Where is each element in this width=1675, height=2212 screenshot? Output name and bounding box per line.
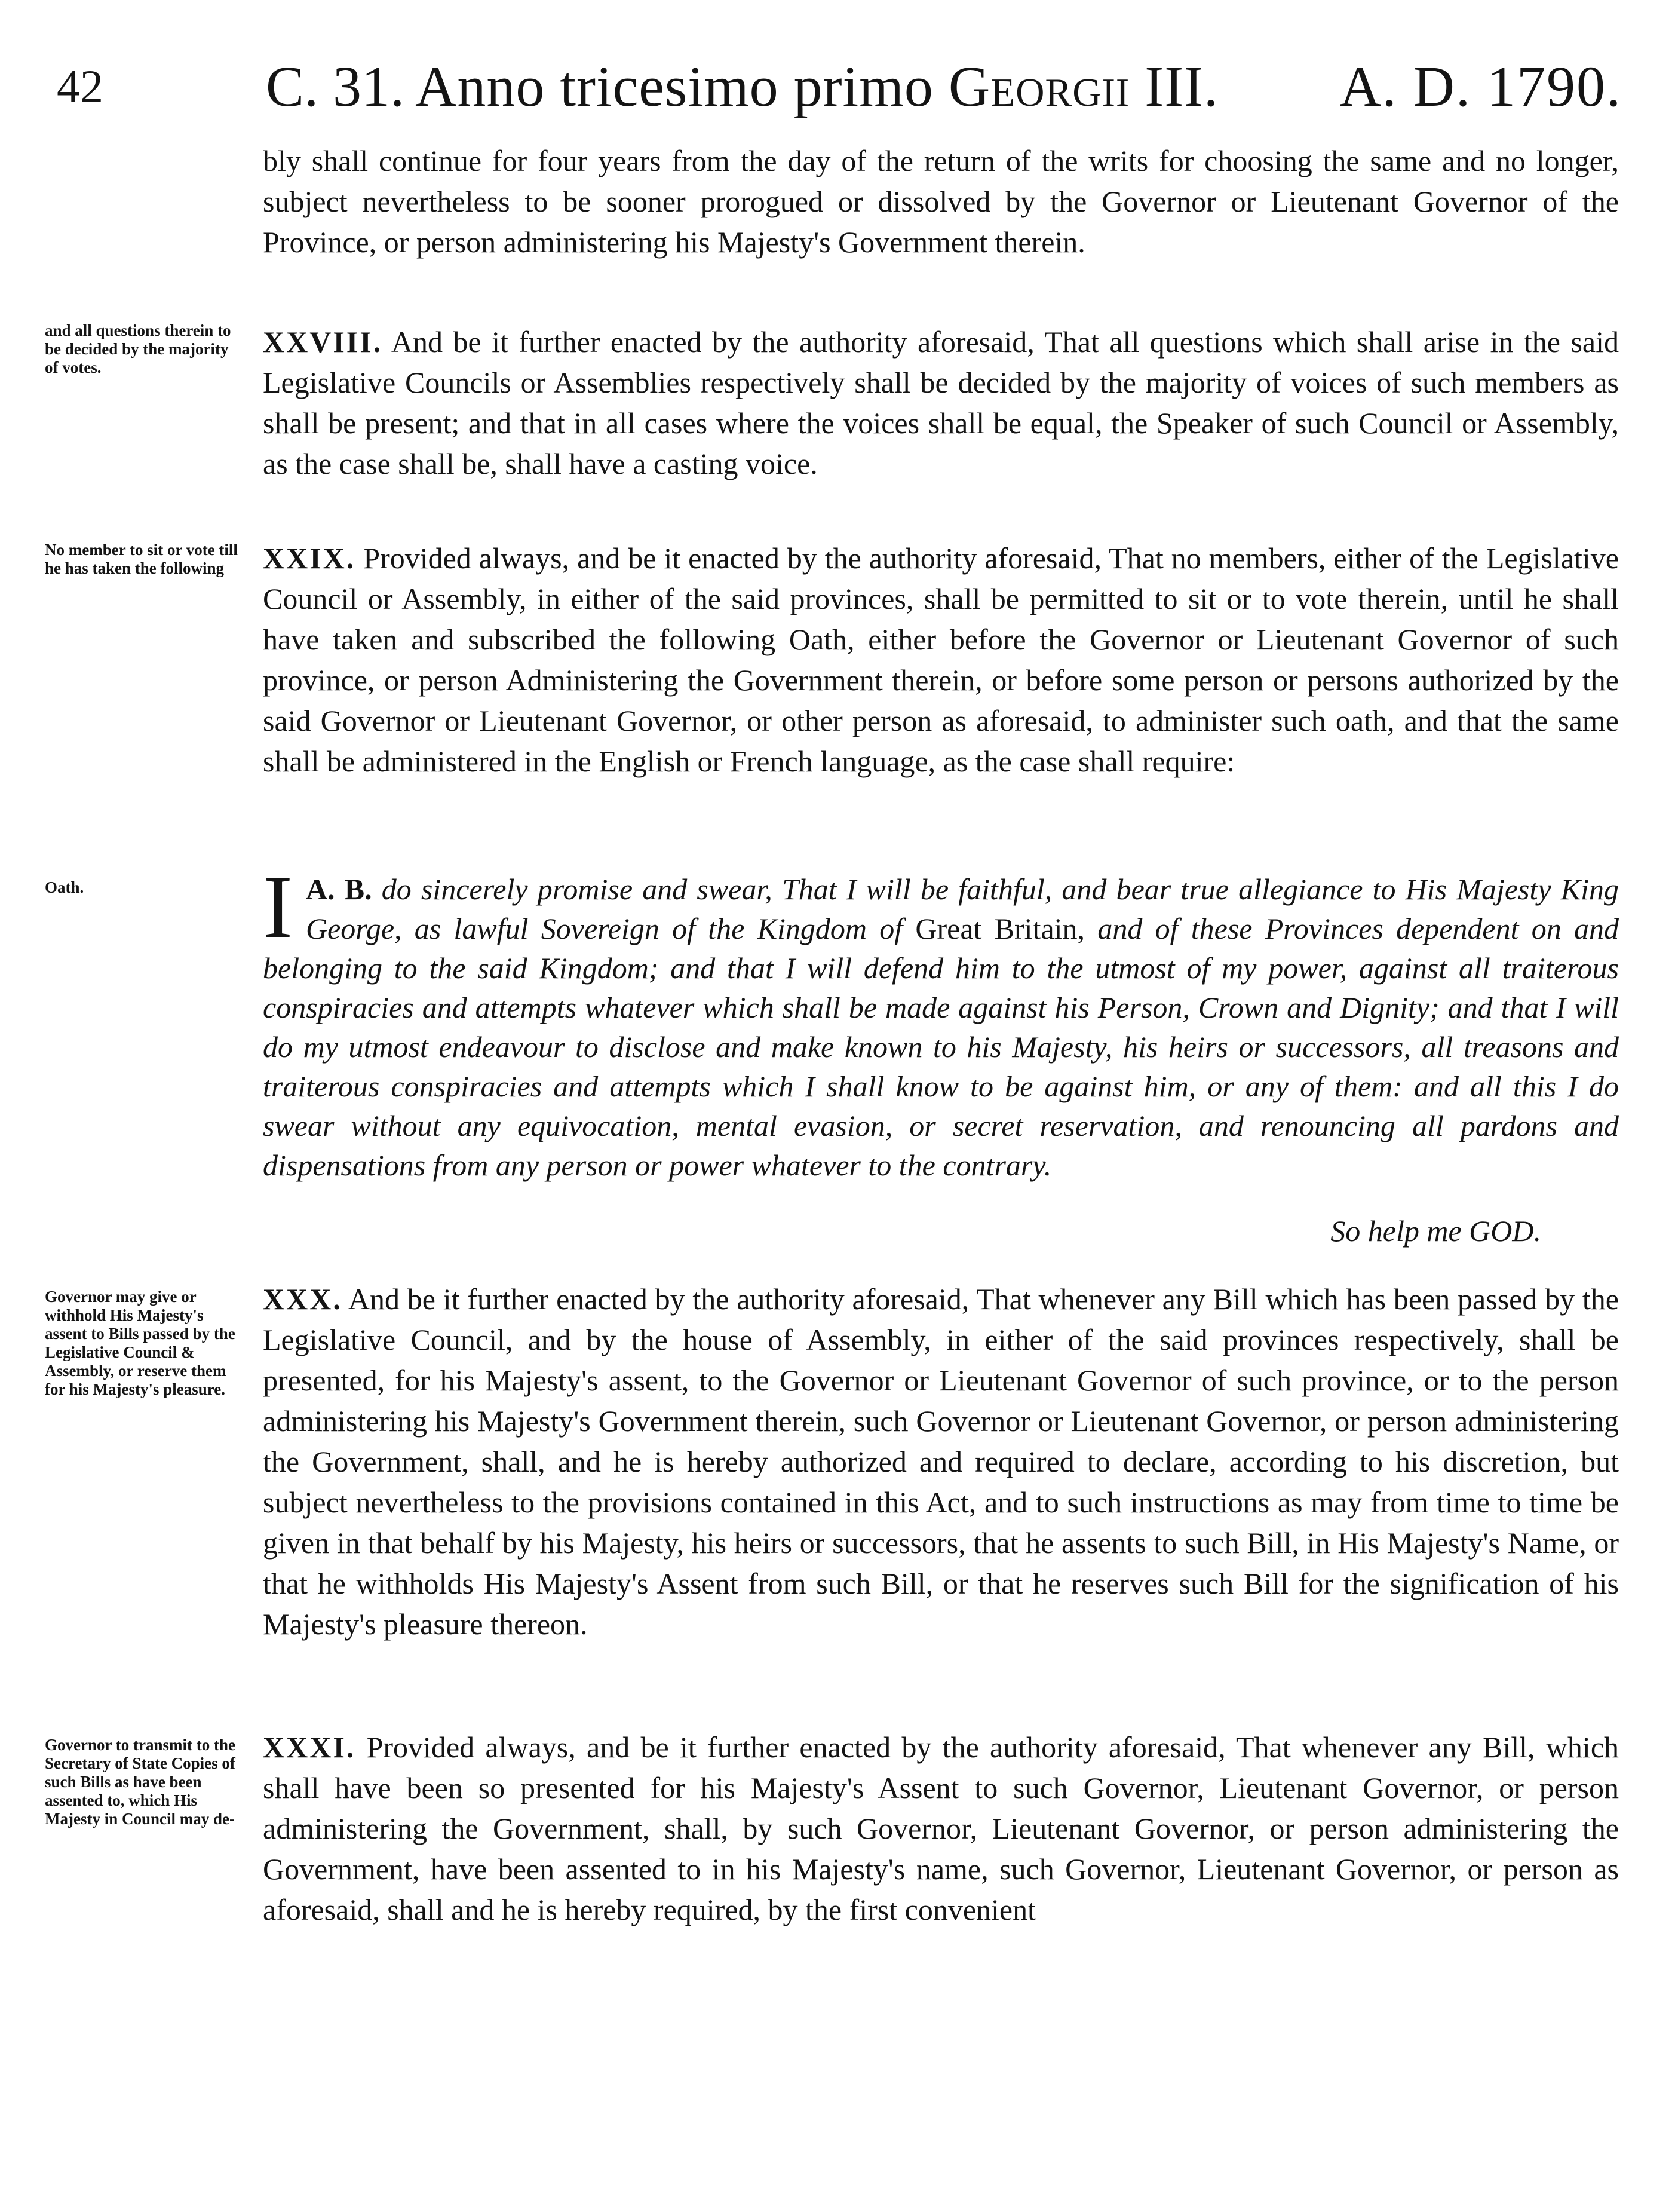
- margin-note-xxx: Governor may give or withhold His Majesty's assent to Bills passed by the Legislative Council & Assembly, or reserve them for his Majesty's pleasure.: [45, 1288, 235, 1398]
- margin-note-xxix: No member to sit or vote till he has taken the following: [45, 541, 238, 577]
- page-number: 42: [57, 60, 103, 112]
- section-xxviii: [263, 321, 1619, 484]
- section-number: XXVIII.: [263, 325, 383, 359]
- section-number: XXXI.: [263, 1730, 356, 1764]
- section-text: Provided always, and be it further enacted by the authority aforesaid, That whenever any Bill, which shall have been so presented for his Majesty's Assent to such Governor, Lieutenant Governor, or person administering the Government, shall, by such Governor, Lieutenant Governor, or person administering the Government, have been assented to in his Majesty's name, such Governor, Lieutenant Governor, or person as aforesaid, shall and he is hereby required, by the first convenient: [263, 1730, 1619, 1926]
- section-text: Provided always, and be it enacted by the authority aforesaid, That no members, either of the Legislative Council or Assembly, in either of the said provinces, shall be permitted to sit or to vote therein, until he shall have taken and subscribed the following Oath, either before the Governor or Lieutenant Governor of such province, or person Administering the Government therein, or before some person or persons authorized by the said Governor or Lieutenant Governor, or other person as aforesaid, to administer such oath, and that the same shall be administered in the English or French language, as the case shall require:: [263, 541, 1619, 778]
- title-prefix: Anno tricesimo primo: [415, 54, 934, 118]
- oath-dropcap: I: [263, 857, 293, 957]
- oath-placeholder-name: A. B.: [305, 872, 372, 906]
- oath-great-britain: Great Britain,: [915, 912, 1085, 945]
- header-title: [415, 42, 1219, 131]
- margin-note-oath: Oath.: [45, 878, 84, 896]
- section-xxxi: [263, 1727, 1619, 1930]
- section-text: And be it further enacted by the authority aforesaid, That all questions which shall arise in the said Legislative Councils or Assemblies respectively shall be decided by the majority of voices of such members as shall be present; and that in all cases where the voices shall be equal, the Speaker of such Council or Assembly, as the case shall be, shall have a casting voice.: [263, 325, 1619, 480]
- oath-text-part2: and of these Provinces dependent on and belonging to the said Kingdom; and that I will defend him to the utmost of my power, against all traiterous conspiracies and attempts whatever which shall be made against his Person, Crown and Dignity; and that I will do my utmost endeavour to disclose and make known to his Majesty, his heirs or successors, all treasons and traiterous conspiracies and attempts which I shall know to be against him, or any of them: and all this I do swear without any equivocation, mental evasion, or secret reservation, and renouncing all pardons and dispensations from any person or power whatever to the contrary.: [263, 912, 1619, 1182]
- oath-block: [263, 857, 1619, 1264]
- section-number: XXX.: [263, 1282, 342, 1316]
- chapter-number: C. 31.: [266, 54, 405, 118]
- oath-signoff: So help me GOD.: [1330, 1214, 1541, 1248]
- section-xxx: [263, 1279, 1619, 1644]
- oath-text-part1: do sincerely promise and swear, That I will be faithful, and bear true allegiance to His Majesty King George, as lawful Sovereign of the Kingdom of: [305, 872, 1619, 945]
- title-suffix: III.: [1145, 54, 1219, 118]
- section-text: And be it further enacted by the authority aforesaid, That whenever any Bill which has been passed by the Legislative Council, and by the house of Assembly, in either of the said provinces respectively, shall be presented, for his Majesty's assent, to the Governor or Lieutenant Governor of such province, or to the person administering his Majesty's Government therein, such Governor or Lieutenant Governor, or person administering the Government, shall, and he is hereby authorized and required to declare, according to his discretion, but subject nevertheless to the provisions contained in this Act, and to such instructions as may from time to time be given in that behalf by his Majesty, his heirs or successors, that he assents to such Bill, in His Majesty's Name, or that he withholds His Majesty's Assent from such Bill, or that he reserves such Bill for the signification of his Majesty's pleasure thereon.: [263, 1282, 1619, 1641]
- margin-note-xxxi: Governor to transmit to the Secretary of State Copies of such Bills as have been assented to, which His Majesty in Council may de-: [45, 1736, 235, 1828]
- section-number: XXIX.: [263, 541, 356, 575]
- header-year: A. D. 1790.: [1339, 54, 1622, 118]
- title-king: Georgii: [948, 54, 1130, 118]
- margin-note-xxviii: and all questions therein to be decided by the majority of votes.: [45, 321, 231, 376]
- continuation-paragraph: bly shall continue for four years from the day of the return of the writs for choosing the same and no longer, subject nevertheless to be sooner prorogued or dissolved by the Governor or Lieutenant Governor of the Province, or person administering his Majesty's Government therein.: [263, 144, 1619, 259]
- running-header: [57, 42, 1622, 131]
- section-xxix: [263, 538, 1619, 782]
